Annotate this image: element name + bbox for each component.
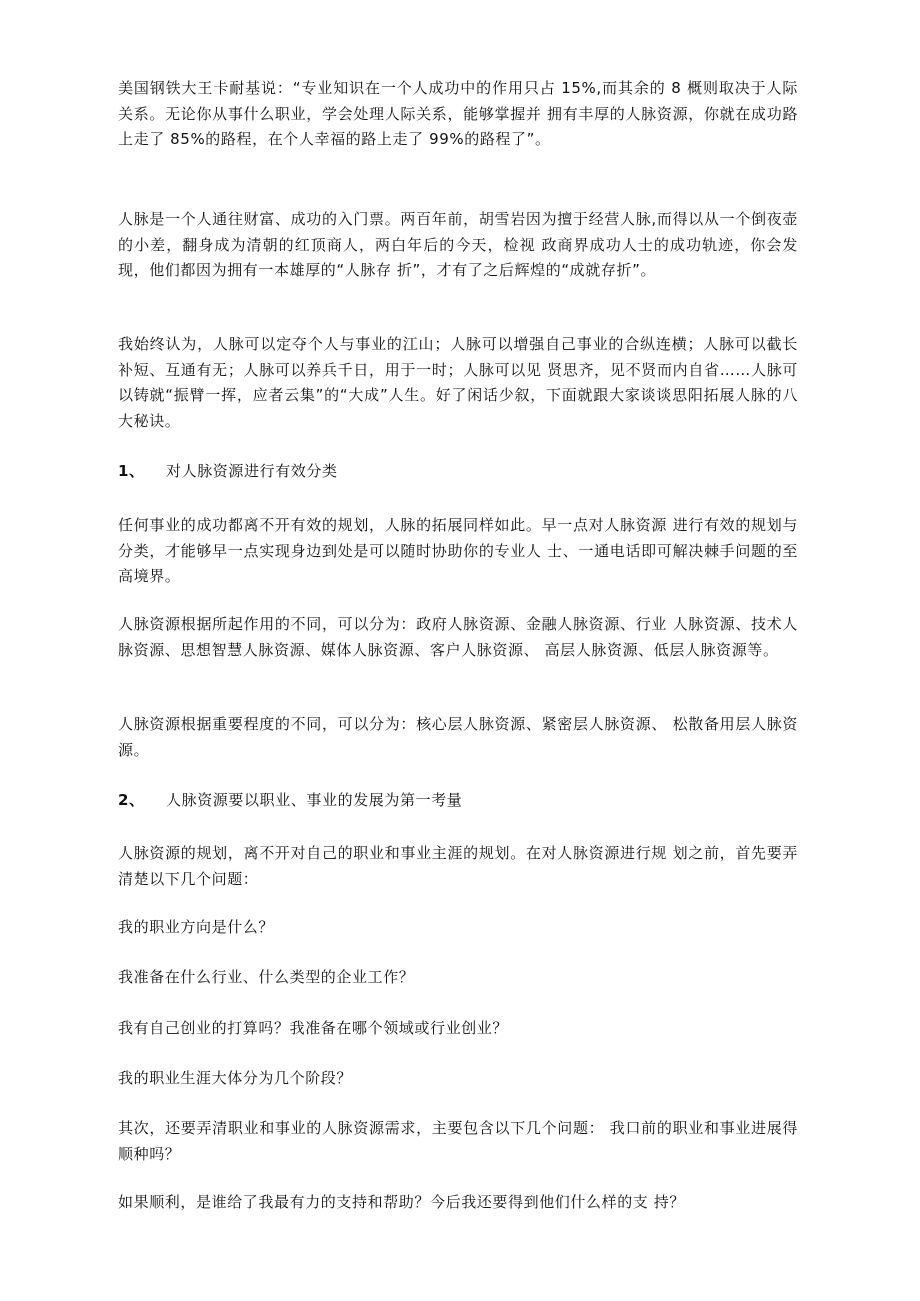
paragraph-resource-needs: 其次，还要弄清职业和事业的人脉资源需求，主要包含以下几个问题： 我口前的职业和事业进展得顺种吗？ — [118, 1119, 798, 1163]
paragraph-author-view: 我始终认为，人脉可以定夺个人与事业的江山；人脉可以增强自己事业的合纵连横；人脉可以截长补短、互通有无；人脉可以养兵千日，用于一时；人脉可以见 贤思齐，见不贤而内自省……人脉可以铸就“振臂一挥，应者云集”的“大成”人生。好了闲话少叙，下面就跟大家谈谈思阳拓展人脉的八大秘诀。 — [118, 335, 798, 430]
question-career-direction: 我的职业方向是什么？ — [118, 918, 275, 936]
section-title: 对人脉资源进行有效分类 — [166, 462, 338, 480]
section-number: 1、 — [118, 462, 145, 480]
question-startup: 我有自己创业的打算吗？我准备在哪个领域或行业创业？ — [118, 1019, 509, 1037]
section-heading-2 — [118, 788, 798, 813]
paragraph-planning: 任何事业的成功都离不开有效的规划，人脉的拓展同样如此。早一点对人脉资源 进行有效的规划与分类，才能够早一点实现身边到处是可以随时协助你的专业人 士、一通电话即可解决棘手问题的至高境界。 — [118, 516, 798, 585]
paragraph-career-planning: 人脉资源的规划，离不开对自己的职业和事业主涯的规划。在对人脉资源进行规 划之前，首先要弄清楚以下几个问题： — [118, 844, 798, 888]
question-industry: 我准备在什么行业、什么类型的企业工作？ — [118, 968, 415, 986]
paragraph-support-question: 如果顺利，是谁给了我最有力的支持和帮助？今后我还要得到他们什么样的支 持？ — [118, 1193, 685, 1211]
paragraph-carnegie-quote: 美国钢铁大王卡耐基说：“专业知识在一个人成功中的作用只占 15%,而其余的 8 概则取决于人际关系。无论你从事什么职业，学会处理人际关系，能够掌握并 拥有丰厚的人脉资源，你就在成功路上走了 85%的路程，在个人幸福的路上走了 99%的路程了”。 — [118, 79, 798, 148]
paragraph-resource-types: 人脉资源根据所起作用的不同，可以分为：政府人脉资源、金融人脉资源、行业 人脉资源、技术人脉资源、思想智慧人脉资源、媒体人脉资源、客户人脉资源、 高层人脉资源、低层人脉资源等。 — [118, 615, 798, 659]
section-title: 人脉资源要以职业、事业的发展为第一考量 — [166, 791, 463, 809]
question-career-stages: 我的职业生涯大体分为几个阶段？ — [118, 1069, 353, 1087]
section-number: 2、 — [118, 791, 145, 809]
paragraph-resource-levels: 人脉资源根据重要程度的不同，可以分为：核心层人脉资源、紧密层人脉资源、 松散备用层人脉资源。 — [118, 715, 798, 759]
section-heading-1 — [118, 459, 798, 484]
paragraph-network-ticket: 人脉是一个人通往财富、成功的入门票。两百年前，胡雪岩因为擅于经营人脉,而得以从一个倒夜壶的小差，翻身成为清朝的红顶商人，两白年后的今天，检视 政商界成功人士的成功轨迹，你会发现，他们都因为拥有一本雄厚的“人脉存 折”，才有了之后辉煌的“成就存折”。 — [118, 210, 798, 279]
